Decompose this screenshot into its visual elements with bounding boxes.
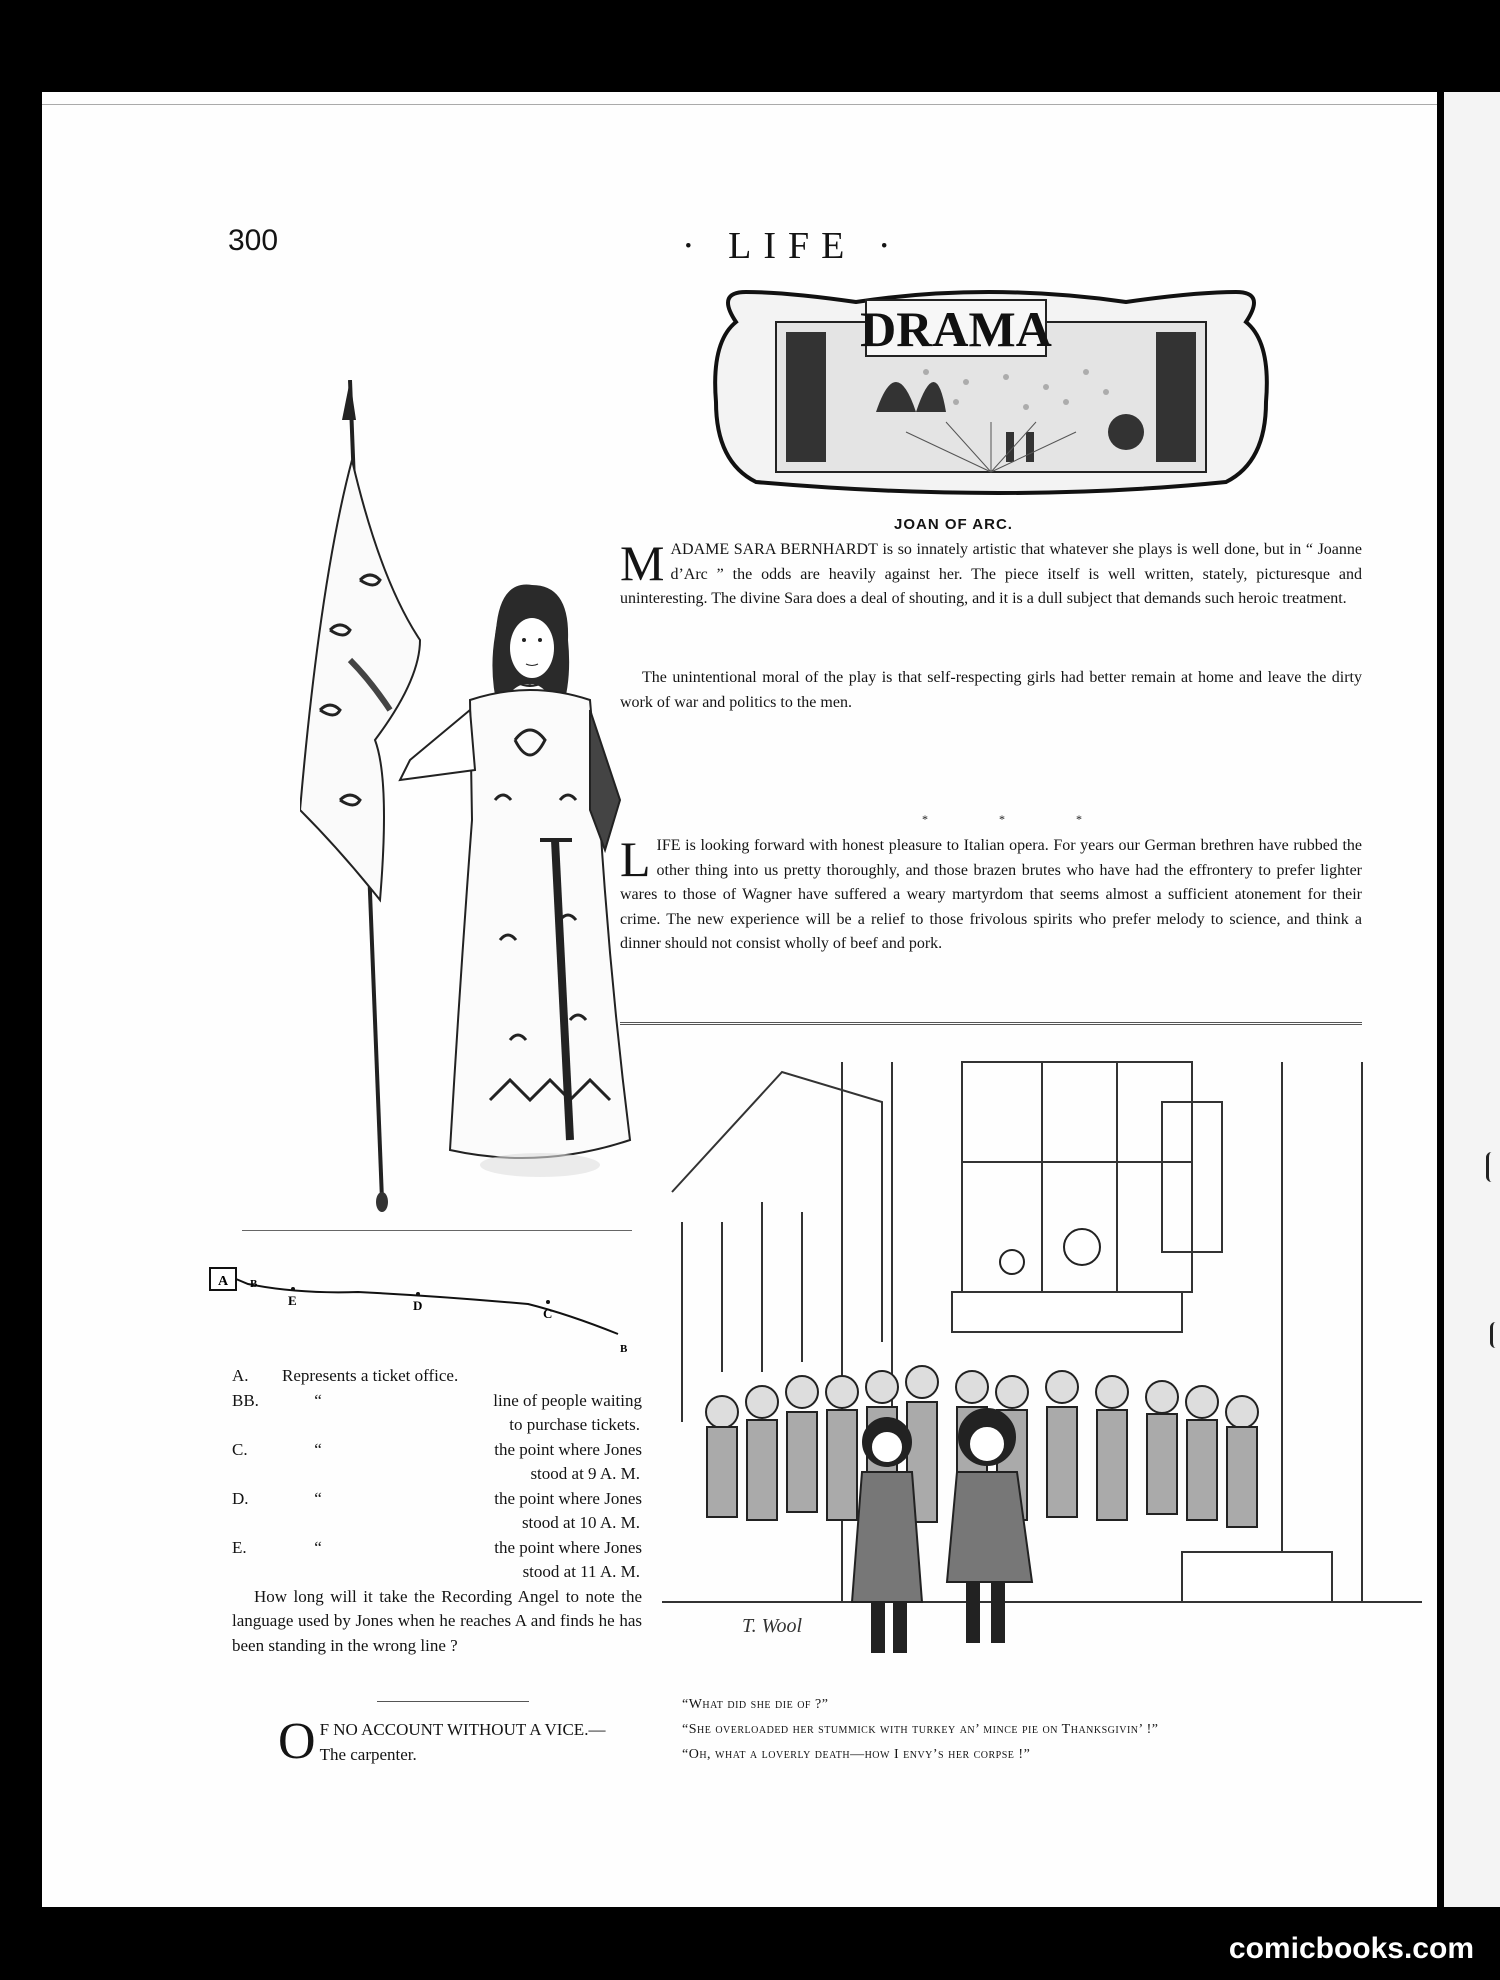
legend-key: BB. [232, 1390, 259, 1410]
legend-key: C. [232, 1439, 248, 1459]
p1-lead: ADAME SARA BERNHARDT [670, 541, 878, 558]
legend-continuation: stood at 9 A. M. [530, 1464, 640, 1483]
ditto-mark: “ [314, 1390, 322, 1410]
caption-line-2: “She overloaded her stummick with turkey an’ mince pie on Thanksgivin’ !” [682, 1722, 1159, 1737]
page-top-edge [42, 92, 1437, 105]
p1-body: is so innately artistic that whatever she plays is well done, but in “ Joanne d’Arc ” the odds are heavily against her. The piece itself is well written, stately, picturesque and uninteresting. The divine Sara does a deal of shouting, and it is a dull subject that demands such heroic treatment. [620, 541, 1362, 607]
short-divider [377, 1701, 529, 1702]
vice-line-1: F NO ACCOUNT WITHOUT A VICE.— [319, 1720, 606, 1739]
legend-row-d [232, 1487, 642, 1512]
dropcap-l: L [620, 831, 651, 887]
ticket-line-diagram [208, 1264, 638, 1364]
drama-banner-text: DRAMA [860, 301, 1052, 357]
masthead: · LIFE · [682, 225, 903, 267]
legend-row-e [232, 1536, 642, 1561]
legend-row-bb [232, 1389, 642, 1414]
legend-desc: the point where Jones [494, 1439, 642, 1459]
ditto-mark: “ [314, 1488, 322, 1508]
vice-joke [278, 1713, 638, 1770]
label-b2: B [620, 1343, 628, 1355]
legend-row-c [232, 1438, 642, 1463]
dropcap-o: O [278, 1713, 316, 1770]
section-separator: * * * [922, 812, 1116, 826]
p3-body: IFE is looking forward with honest pleasure to Italian opera. For years our German brethren have rubbed the other thing into us pretty thoroughly, and those brazen brutes who have had the effrontery to prefer lighter wares to those of Wagner have suffered a weary martyrdom that seems almost a sufficient atonement for their crime. The new experience will be a relief to those frivolous spirits who prefer melody to science, and think a dinner should not consist wholly of beef and pork. [620, 837, 1362, 952]
site-watermark: comicbooks.com [1228, 1932, 1474, 1965]
label-d: D [413, 1298, 423, 1313]
legend-desc: line of people waiting [493, 1390, 642, 1410]
review-paragraph-1 [620, 535, 1362, 612]
joan-drawing [300, 380, 650, 1220]
ditto-mark: “ [314, 1439, 322, 1459]
legend-continuation: stood at 10 A. M. [521, 1513, 640, 1532]
label-a: A [217, 1274, 229, 1289]
review-paragraph-2: The unintentional moral of the play is that self-respecting girls had better remain at home and leave the dirty work of war and politics to the men. [620, 669, 1362, 711]
legend-row-a [232, 1364, 642, 1389]
legend-key: A. [232, 1366, 249, 1385]
children-cartoon-illustration [662, 1042, 1422, 1654]
label-c: C [543, 1306, 553, 1321]
page-number: 300 [228, 224, 279, 257]
drama-header-banner [706, 282, 1276, 504]
cartoon-captions [682, 1692, 1382, 1767]
caption-line-1: “What did she die of ?” [682, 1697, 829, 1712]
legend-desc: Represents a ticket office. [282, 1366, 459, 1385]
opera-paragraph [620, 831, 1362, 957]
section-rule [620, 1022, 1362, 1025]
legend-key: E. [232, 1537, 247, 1557]
adjacent-page-edge [1444, 92, 1500, 1907]
recording-angel-question: How long will it take the Recording Angel to note the language used by Jones when he reaches A and finds he has been standing in the wrong line ? [232, 1586, 642, 1655]
article-title: JOAN OF ARC. [894, 516, 1013, 533]
joan-of-arc-illustration [300, 380, 650, 1220]
label-e: E [288, 1293, 297, 1308]
artist-signature: T. Wool [742, 1615, 803, 1637]
legend-continuation: to purchase tickets. [509, 1415, 640, 1434]
legend-desc: the point where Jones [494, 1488, 642, 1508]
diagram-legend [232, 1364, 642, 1658]
legend-desc: the point where Jones [494, 1537, 642, 1557]
dropcap-m: M [620, 535, 665, 591]
caption-line-3: “Oh, what a loverly death—how I envy’s her corpse !” [682, 1747, 1031, 1762]
left-column-rule [242, 1230, 632, 1231]
legend-continuation: stood at 11 A. M. [522, 1562, 640, 1581]
ditto-mark: “ [314, 1537, 322, 1557]
legend-key: D. [232, 1488, 249, 1508]
label-b1: B [250, 1278, 258, 1290]
magazine-page [42, 92, 1437, 1907]
vice-line-2: The carpenter. [319, 1745, 417, 1764]
